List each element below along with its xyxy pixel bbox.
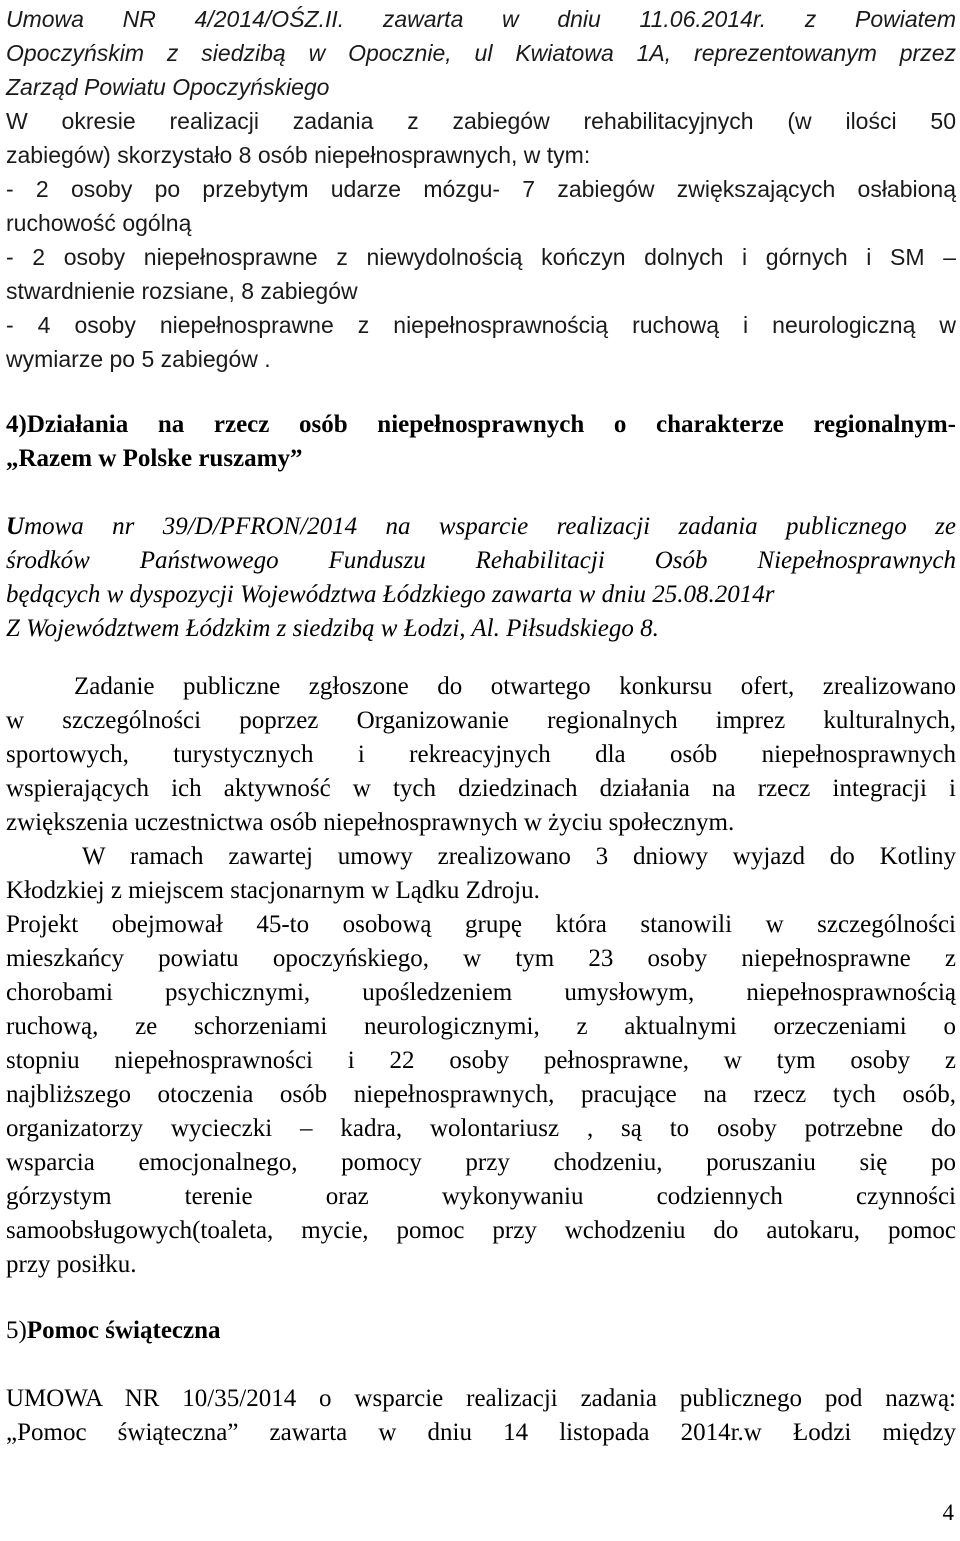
body-line-12: stopniu niepełnosprawności i 22 osoby pełnosprawne, w tym osoby z bbox=[6, 1047, 956, 1074]
body-line-2: w szczególności poprzez Organizowanie regionalnych imprez kulturalnych, bbox=[6, 707, 956, 734]
body-line-15: wsparcia emocjonalnego, pomocy przy chodzeniu, poruszaniu się po bbox=[6, 1149, 956, 1176]
summary-line-1: W okresie realizacji zadania z zabiegów rehabilitacyjnych (w ilości 50 bbox=[6, 108, 956, 134]
list-item-3: - 4 osoby niepełnosprawne z niepełnosprawnością ruchową i neurologiczną w bbox=[6, 312, 956, 338]
section-4-heading: 4)Działania na rzecz osób niepełnosprawnych o charakterze regionalnym- bbox=[6, 411, 956, 438]
section-5-line-1: UMOWA NR 10/35/2014 o wsparcie realizacji zadania publicznego pod nazwą: bbox=[6, 1385, 956, 1412]
contract-line-2: Opoczyńskim z siedzibą w Opocznie, ul Kwiatowa 1A, reprezentowanym przez bbox=[6, 40, 956, 66]
body-line-6: W ramach zawartej umowy zrealizowano 3 dniowy wyjazd do Kotliny bbox=[82, 843, 956, 870]
list-item-1-cont: ruchowość ogólną bbox=[6, 210, 192, 236]
section-5-line-2: „Pomoc świąteczna” zawarta w dniu 14 listopada 2014r.w Łodzi między bbox=[6, 1419, 956, 1446]
contract-line-1: Umowa NR 4/2014/OŚZ.II. zawarta w dniu 11.06.2014r. z Powiatem bbox=[6, 6, 956, 32]
section-4-title: „Razem w Polske ruszamy” bbox=[6, 445, 303, 472]
body-line-17: samoobsługowych(toaleta, mycie, pomoc przy wchodzeniu do autokaru, pomoc bbox=[6, 1217, 956, 1244]
page-number: 4 bbox=[942, 1500, 954, 1525]
list-item-3-cont: wymiarze po 5 zabiegów . bbox=[6, 346, 271, 372]
body-line-16: górzystym terenie oraz wykonywaniu codziennych czynności bbox=[6, 1183, 956, 1210]
body-line-10: chorobami psychicznymi, upośledzeniem umysłowym, niepełnosprawnością bbox=[6, 979, 956, 1006]
body-line-11: ruchową, ze schorzeniami neurologicznymi, z aktualnymi orzeczeniami o bbox=[6, 1013, 956, 1040]
body-line-18: przy posiłku. bbox=[6, 1251, 137, 1278]
body-line-9: mieszkańcy powiatu opoczyńskiego, w tym 23 osoby niepełnosprawne z bbox=[6, 945, 956, 972]
agreement-line-1: Umowa nr 39/D/PFRON/2014 na wsparcie realizacji zadania publicznego ze bbox=[6, 513, 956, 540]
contract-line-3: Zarząd Powiatu Opoczyńskiego bbox=[6, 74, 330, 100]
list-item-1: - 2 osoby po przebytym udarze mózgu- 7 zabiegów zwiększających osłabioną bbox=[6, 176, 956, 202]
list-item-2: - 2 osoby niepełnosprawne z niewydolnością kończyn dolnych i górnych i SM – bbox=[6, 244, 956, 270]
body-line-7: Kłodzkiej z miejscem stacjonarnym w Lądku Zdroju. bbox=[6, 877, 540, 904]
agreement-line-2: środków Państwowego Funduszu Rehabilitacji Osób Niepełnosprawnych bbox=[6, 547, 956, 574]
body-line-3: sportowych, turystycznych i rekreacyjnych dla osób niepełnosprawnych bbox=[6, 741, 956, 768]
list-item-2-cont: stwardnienie rozsiane, 8 zabiegów bbox=[6, 278, 358, 304]
agreement-line-4: Z Województwem Łódzkim z siedzibą w Łodzi, Al. Piłsudskiego 8. bbox=[6, 615, 659, 642]
body-line-4: wspierających ich aktywność w tych dziedzinach działania na rzecz integracji i bbox=[6, 775, 956, 802]
body-line-13: najbliższego otoczenia osób niepełnosprawnych, pracujące na rzecz tych osób, bbox=[6, 1081, 956, 1108]
summary-line-2: zabiegów) skorzystało 8 osób niepełnosprawnych, w tym: bbox=[6, 142, 591, 168]
body-line-8: Projekt obejmował 45-to osobową grupę która stanowili w szczególności bbox=[6, 911, 956, 938]
body-line-5: zwiększenia uczestnictwa osób niepełnosprawnych w życiu społecznym. bbox=[6, 809, 735, 836]
drop-letter: U bbox=[6, 513, 25, 540]
body-line-14: organizatorzy wycieczki – kadra, wolontariusz , są to osoby potrzebne do bbox=[6, 1115, 956, 1142]
section-5-heading: 5)Pomoc świąteczna bbox=[6, 1317, 221, 1344]
body-line-1: Zadanie publiczne zgłoszone do otwartego konkursu ofert, zrealizowano bbox=[74, 673, 956, 700]
agreement-line-3: będących w dyspozycji Województwa Łódzkiego zawarta w dniu 25.08.2014r bbox=[6, 581, 775, 608]
